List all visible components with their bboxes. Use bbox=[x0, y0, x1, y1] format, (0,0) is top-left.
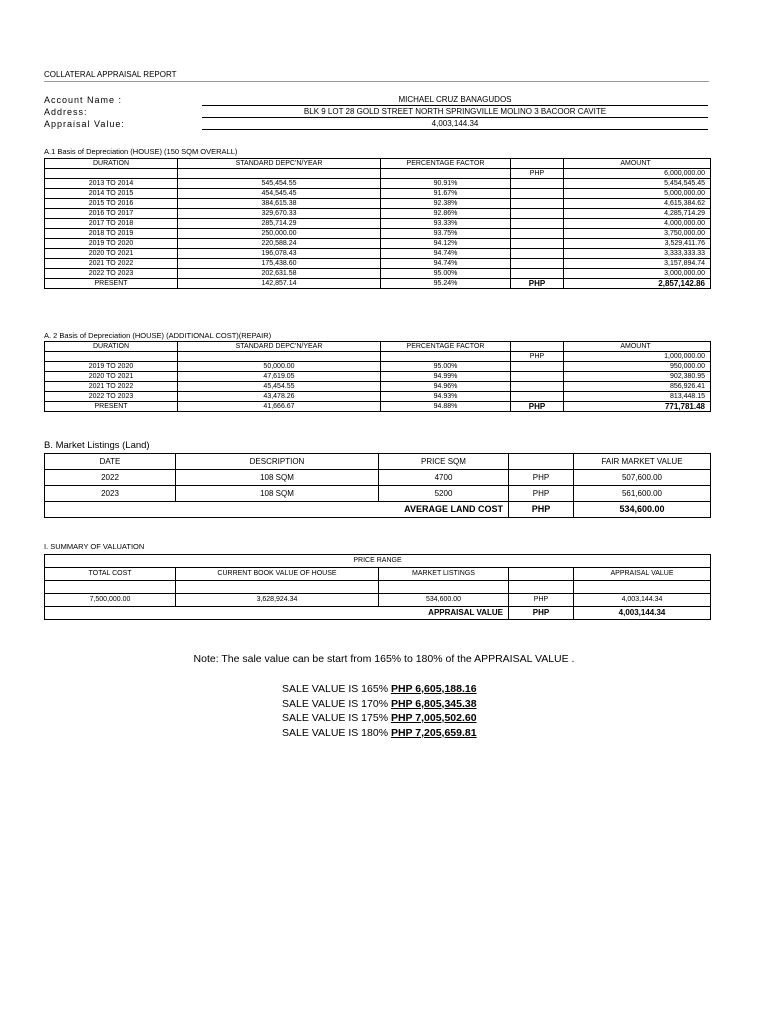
header-row bbox=[45, 342, 711, 352]
amount-cell: 3,750,000.00 bbox=[564, 229, 711, 239]
sale-value-line bbox=[282, 698, 477, 710]
sale-value-line bbox=[282, 727, 477, 739]
depreciation-cell: 47,619.05 bbox=[178, 372, 381, 382]
currency-cell bbox=[511, 392, 564, 402]
depreciation-cell: 202,631.58 bbox=[178, 269, 381, 279]
column-header bbox=[509, 454, 574, 470]
currency-cell bbox=[511, 229, 564, 239]
percentage-factor-cell: 92.86% bbox=[381, 209, 511, 219]
depreciation-cell: 220,588.24 bbox=[178, 239, 381, 249]
column-header: STANDARD DEPC'N/YEAR bbox=[178, 159, 381, 169]
amount-cell: 5,454,545.45 bbox=[564, 179, 711, 189]
currency-cell bbox=[511, 362, 564, 372]
duration-cell: 2016 TO 2017 bbox=[45, 209, 178, 219]
currency-label: PHP bbox=[511, 352, 564, 362]
sale-value-label: SALE VALUE IS 170% bbox=[282, 697, 389, 710]
column-header: DURATION bbox=[45, 159, 178, 169]
table-row bbox=[45, 249, 711, 259]
base-amount: 6,000,000.00 bbox=[564, 169, 711, 179]
table-row bbox=[45, 392, 711, 402]
percentage-factor-cell: 94.74% bbox=[381, 259, 511, 269]
column-header: PRICE SQM bbox=[379, 454, 509, 470]
amount-cell: 3,000,000.00 bbox=[564, 269, 711, 279]
sale-value-amount: PHP 7,205,659.81 bbox=[390, 726, 477, 739]
percentage-factor-cell: 90.91% bbox=[381, 179, 511, 189]
depreciation-cell: 545,454.55 bbox=[178, 179, 381, 189]
percentage-factor-cell: 93.75% bbox=[381, 229, 511, 239]
summary-header-book-value: CURRENT BOOK VALUE OF HOUSE bbox=[176, 568, 379, 581]
column-header: AMOUNT bbox=[564, 159, 711, 169]
sale-value-amount: PHP 6,805,345.38 bbox=[390, 697, 477, 710]
amount-cell: 3,157,894.74 bbox=[564, 259, 711, 269]
report-title: COLLATERAL APPRAISAL REPORT bbox=[44, 70, 177, 79]
amount-cell: 5,000,000.00 bbox=[564, 189, 711, 199]
present-depreciation: 41,666.67 bbox=[178, 402, 381, 412]
duration-cell: 2018 TO 2019 bbox=[45, 229, 178, 239]
amount-cell: 950,000.00 bbox=[564, 362, 711, 372]
summary-header-appraisal-value: APPRAISAL VALUE bbox=[574, 568, 711, 581]
summary-header-total-cost: TOTAL COST bbox=[45, 568, 176, 581]
depreciation-house-table bbox=[44, 158, 711, 289]
percentage-factor-cell: 95.00% bbox=[381, 269, 511, 279]
column-header: FAIR MARKET VALUE bbox=[574, 454, 711, 470]
percentage-factor-cell: 94.93% bbox=[381, 392, 511, 402]
present-percentage-factor: 95.24% bbox=[381, 279, 511, 289]
present-currency: PHP bbox=[511, 402, 564, 412]
summary-market-listings: 534,600.00 bbox=[379, 594, 509, 607]
currency-cell bbox=[511, 382, 564, 392]
market-listings-table bbox=[44, 453, 711, 518]
currency-cell: PHP bbox=[509, 486, 574, 502]
summary-header-market-listings: MARKET LISTINGS bbox=[379, 568, 509, 581]
duration-cell: 2021 TO 2022 bbox=[45, 382, 178, 392]
depreciation-cell: 196,078.43 bbox=[178, 249, 381, 259]
average-row bbox=[45, 502, 711, 518]
sale-value-amount: PHP 6,605,188.16 bbox=[390, 683, 477, 695]
duration-cell: 2015 TO 2016 bbox=[45, 199, 178, 209]
currency-cell bbox=[511, 189, 564, 199]
depreciation-repair-table bbox=[44, 341, 711, 412]
currency-cell bbox=[511, 199, 564, 209]
table-row bbox=[45, 209, 711, 219]
amount-cell: 4,285,714.29 bbox=[564, 209, 711, 219]
summary-total-cost: 7,500,000.00 bbox=[45, 594, 176, 607]
summary-total-value: 4,003,144.34 bbox=[574, 607, 711, 620]
table-row bbox=[45, 486, 711, 502]
amount-cell: 813,448.15 bbox=[564, 392, 711, 402]
table-row bbox=[45, 239, 711, 249]
sale-note: Note: The sale value can be start from 165% to 180% of the APPRAISAL VALUE . bbox=[193, 653, 575, 665]
duration-cell: 2022 TO 2023 bbox=[45, 392, 178, 402]
column-header: DURATION bbox=[45, 342, 178, 352]
present-amount: 771,781.48 bbox=[564, 402, 711, 412]
account-name-label: Account Name : bbox=[44, 95, 123, 105]
duration-cell: 2021 TO 2022 bbox=[45, 259, 178, 269]
summary-book-value: 3,628,924.34 bbox=[176, 594, 379, 607]
table-row bbox=[45, 199, 711, 209]
summary-row bbox=[45, 594, 711, 607]
currency-cell bbox=[511, 219, 564, 229]
present-percentage-factor: 94.88% bbox=[381, 402, 511, 412]
duration-cell: 2019 TO 2020 bbox=[45, 362, 178, 372]
base-amount-row bbox=[45, 352, 711, 362]
currency-cell bbox=[511, 259, 564, 269]
percentage-factor-cell: 91.67% bbox=[381, 189, 511, 199]
header-row bbox=[45, 454, 711, 470]
description-cell: 108 SQM bbox=[176, 470, 379, 486]
section-a2-title: A. 2 Basis of Depreciation (HOUSE) (ADDITIONAL COST)(REPAIR) bbox=[44, 331, 272, 340]
duration-cell: 2019 TO 2020 bbox=[45, 239, 178, 249]
section-a1-title: A.1 Basis of Depreciation (HOUSE) (150 SQM OVERALL) bbox=[44, 147, 238, 156]
currency-cell bbox=[511, 209, 564, 219]
appraisal-value-label: Appraisal Value: bbox=[44, 119, 125, 129]
depreciation-cell: 454,545.45 bbox=[178, 189, 381, 199]
fair-market-value-cell: 561,600.00 bbox=[574, 486, 711, 502]
summary-total-label: APPRAISAL VALUE bbox=[45, 607, 509, 620]
price-sqm-cell: 5200 bbox=[379, 486, 509, 502]
percentage-factor-cell: 94.96% bbox=[381, 382, 511, 392]
table-row bbox=[45, 179, 711, 189]
table-row bbox=[45, 382, 711, 392]
percentage-factor-cell: 92.38% bbox=[381, 199, 511, 209]
present-depreciation: 142,857.14 bbox=[178, 279, 381, 289]
duration-cell: 2017 TO 2018 bbox=[45, 219, 178, 229]
amount-cell: 902,380.95 bbox=[564, 372, 711, 382]
sale-value-label: SALE VALUE IS 165% bbox=[282, 683, 389, 695]
table-row bbox=[45, 470, 711, 486]
column-header bbox=[511, 159, 564, 169]
table-row bbox=[45, 269, 711, 279]
fair-market-value-cell: 507,600.00 bbox=[574, 470, 711, 486]
column-header: DATE bbox=[45, 454, 176, 470]
percentage-factor-cell: 94.74% bbox=[381, 249, 511, 259]
sale-value-line bbox=[282, 712, 477, 724]
amount-cell: 4,615,384.62 bbox=[564, 199, 711, 209]
column-header: PERCENTAGE FACTOR bbox=[381, 159, 511, 169]
sale-value-amount: PHP 7,005,502.60 bbox=[390, 712, 477, 724]
summary-title: I. SUMMARY OF VALUATION bbox=[44, 542, 145, 551]
currency-cell bbox=[511, 372, 564, 382]
average-land-cost-label: AVERAGE LAND COST bbox=[45, 502, 509, 518]
present-duration: PRESENT bbox=[45, 279, 178, 289]
amount-cell: 3,529,411.76 bbox=[564, 239, 711, 249]
table-row bbox=[45, 229, 711, 239]
summary-header-blank bbox=[509, 568, 574, 581]
sale-value-label: SALE VALUE IS 180% bbox=[282, 726, 389, 739]
account-name-value: MICHAEL CRUZ BANAGUDOS bbox=[202, 94, 708, 106]
appraisal-value-value: 4,003,144.34 bbox=[202, 118, 708, 130]
table-row bbox=[45, 259, 711, 269]
average-currency: PHP bbox=[509, 502, 574, 518]
currency-cell bbox=[511, 249, 564, 259]
depreciation-cell: 384,615.38 bbox=[178, 199, 381, 209]
depreciation-cell: 329,670.33 bbox=[178, 209, 381, 219]
depreciation-cell: 45,454.55 bbox=[178, 382, 381, 392]
currency-cell: PHP bbox=[509, 470, 574, 486]
currency-cell bbox=[511, 239, 564, 249]
duration-cell: 2020 TO 2021 bbox=[45, 249, 178, 259]
column-header: AMOUNT bbox=[564, 342, 711, 352]
amount-cell: 3,333,333.33 bbox=[564, 249, 711, 259]
average-land-cost-value: 534,600.00 bbox=[574, 502, 711, 518]
table-row bbox=[45, 219, 711, 229]
depreciation-cell: 43,478.26 bbox=[178, 392, 381, 402]
column-header bbox=[511, 342, 564, 352]
summary-currency: PHP bbox=[509, 594, 574, 607]
depreciation-cell: 50,000.00 bbox=[178, 362, 381, 372]
depreciation-cell: 175,438.60 bbox=[178, 259, 381, 269]
duration-cell: 2013 TO 2014 bbox=[45, 179, 178, 189]
present-duration: PRESENT bbox=[45, 402, 178, 412]
table-row bbox=[45, 362, 711, 372]
price-sqm-cell: 4700 bbox=[379, 470, 509, 486]
currency-cell bbox=[511, 179, 564, 189]
price-range-header: PRICE RANGE bbox=[45, 555, 711, 568]
amount-cell: 856,926.41 bbox=[564, 382, 711, 392]
currency-cell bbox=[511, 269, 564, 279]
percentage-factor-cell: 94.99% bbox=[381, 372, 511, 382]
duration-cell: 2014 TO 2015 bbox=[45, 189, 178, 199]
amount-cell: 4,000,000.00 bbox=[564, 219, 711, 229]
date-cell: 2023 bbox=[45, 486, 176, 502]
summary-total-currency: PHP bbox=[509, 607, 574, 620]
table-row bbox=[45, 189, 711, 199]
address-value: BLK 9 LOT 28 GOLD STREET NORTH SPRINGVILLE MOLINO 3 BACOOR CAVITE bbox=[202, 106, 708, 118]
column-header: PERCENTAGE FACTOR bbox=[381, 342, 511, 352]
sale-value-label: SALE VALUE IS 175% bbox=[282, 712, 389, 724]
present-row bbox=[45, 279, 711, 289]
duration-cell: 2022 TO 2023 bbox=[45, 269, 178, 279]
column-header: DESCRIPTION bbox=[176, 454, 379, 470]
title-divider bbox=[44, 81, 709, 82]
description-cell: 108 SQM bbox=[176, 486, 379, 502]
table-row bbox=[45, 372, 711, 382]
base-amount-row bbox=[45, 169, 711, 179]
percentage-factor-cell: 93.33% bbox=[381, 219, 511, 229]
base-amount: 1,000,000.00 bbox=[564, 352, 711, 362]
address-label: Address: bbox=[44, 107, 88, 117]
present-currency: PHP bbox=[511, 279, 564, 289]
header-row bbox=[45, 159, 711, 169]
column-header: STANDARD DEPC'N/YEAR bbox=[178, 342, 381, 352]
currency-label: PHP bbox=[511, 169, 564, 179]
duration-cell: 2020 TO 2021 bbox=[45, 372, 178, 382]
summary-table bbox=[44, 554, 711, 620]
present-row bbox=[45, 402, 711, 412]
date-cell: 2022 bbox=[45, 470, 176, 486]
percentage-factor-cell: 95.00% bbox=[381, 362, 511, 372]
depreciation-cell: 285,714.29 bbox=[178, 219, 381, 229]
summary-appraisal-value: 4,003,144.34 bbox=[574, 594, 711, 607]
percentage-factor-cell: 94.12% bbox=[381, 239, 511, 249]
depreciation-cell: 250,000.00 bbox=[178, 229, 381, 239]
present-amount: 2,857,142.86 bbox=[564, 279, 711, 289]
section-b-title: B. Market Listings (Land) bbox=[44, 440, 150, 451]
sale-value-line bbox=[282, 683, 477, 695]
